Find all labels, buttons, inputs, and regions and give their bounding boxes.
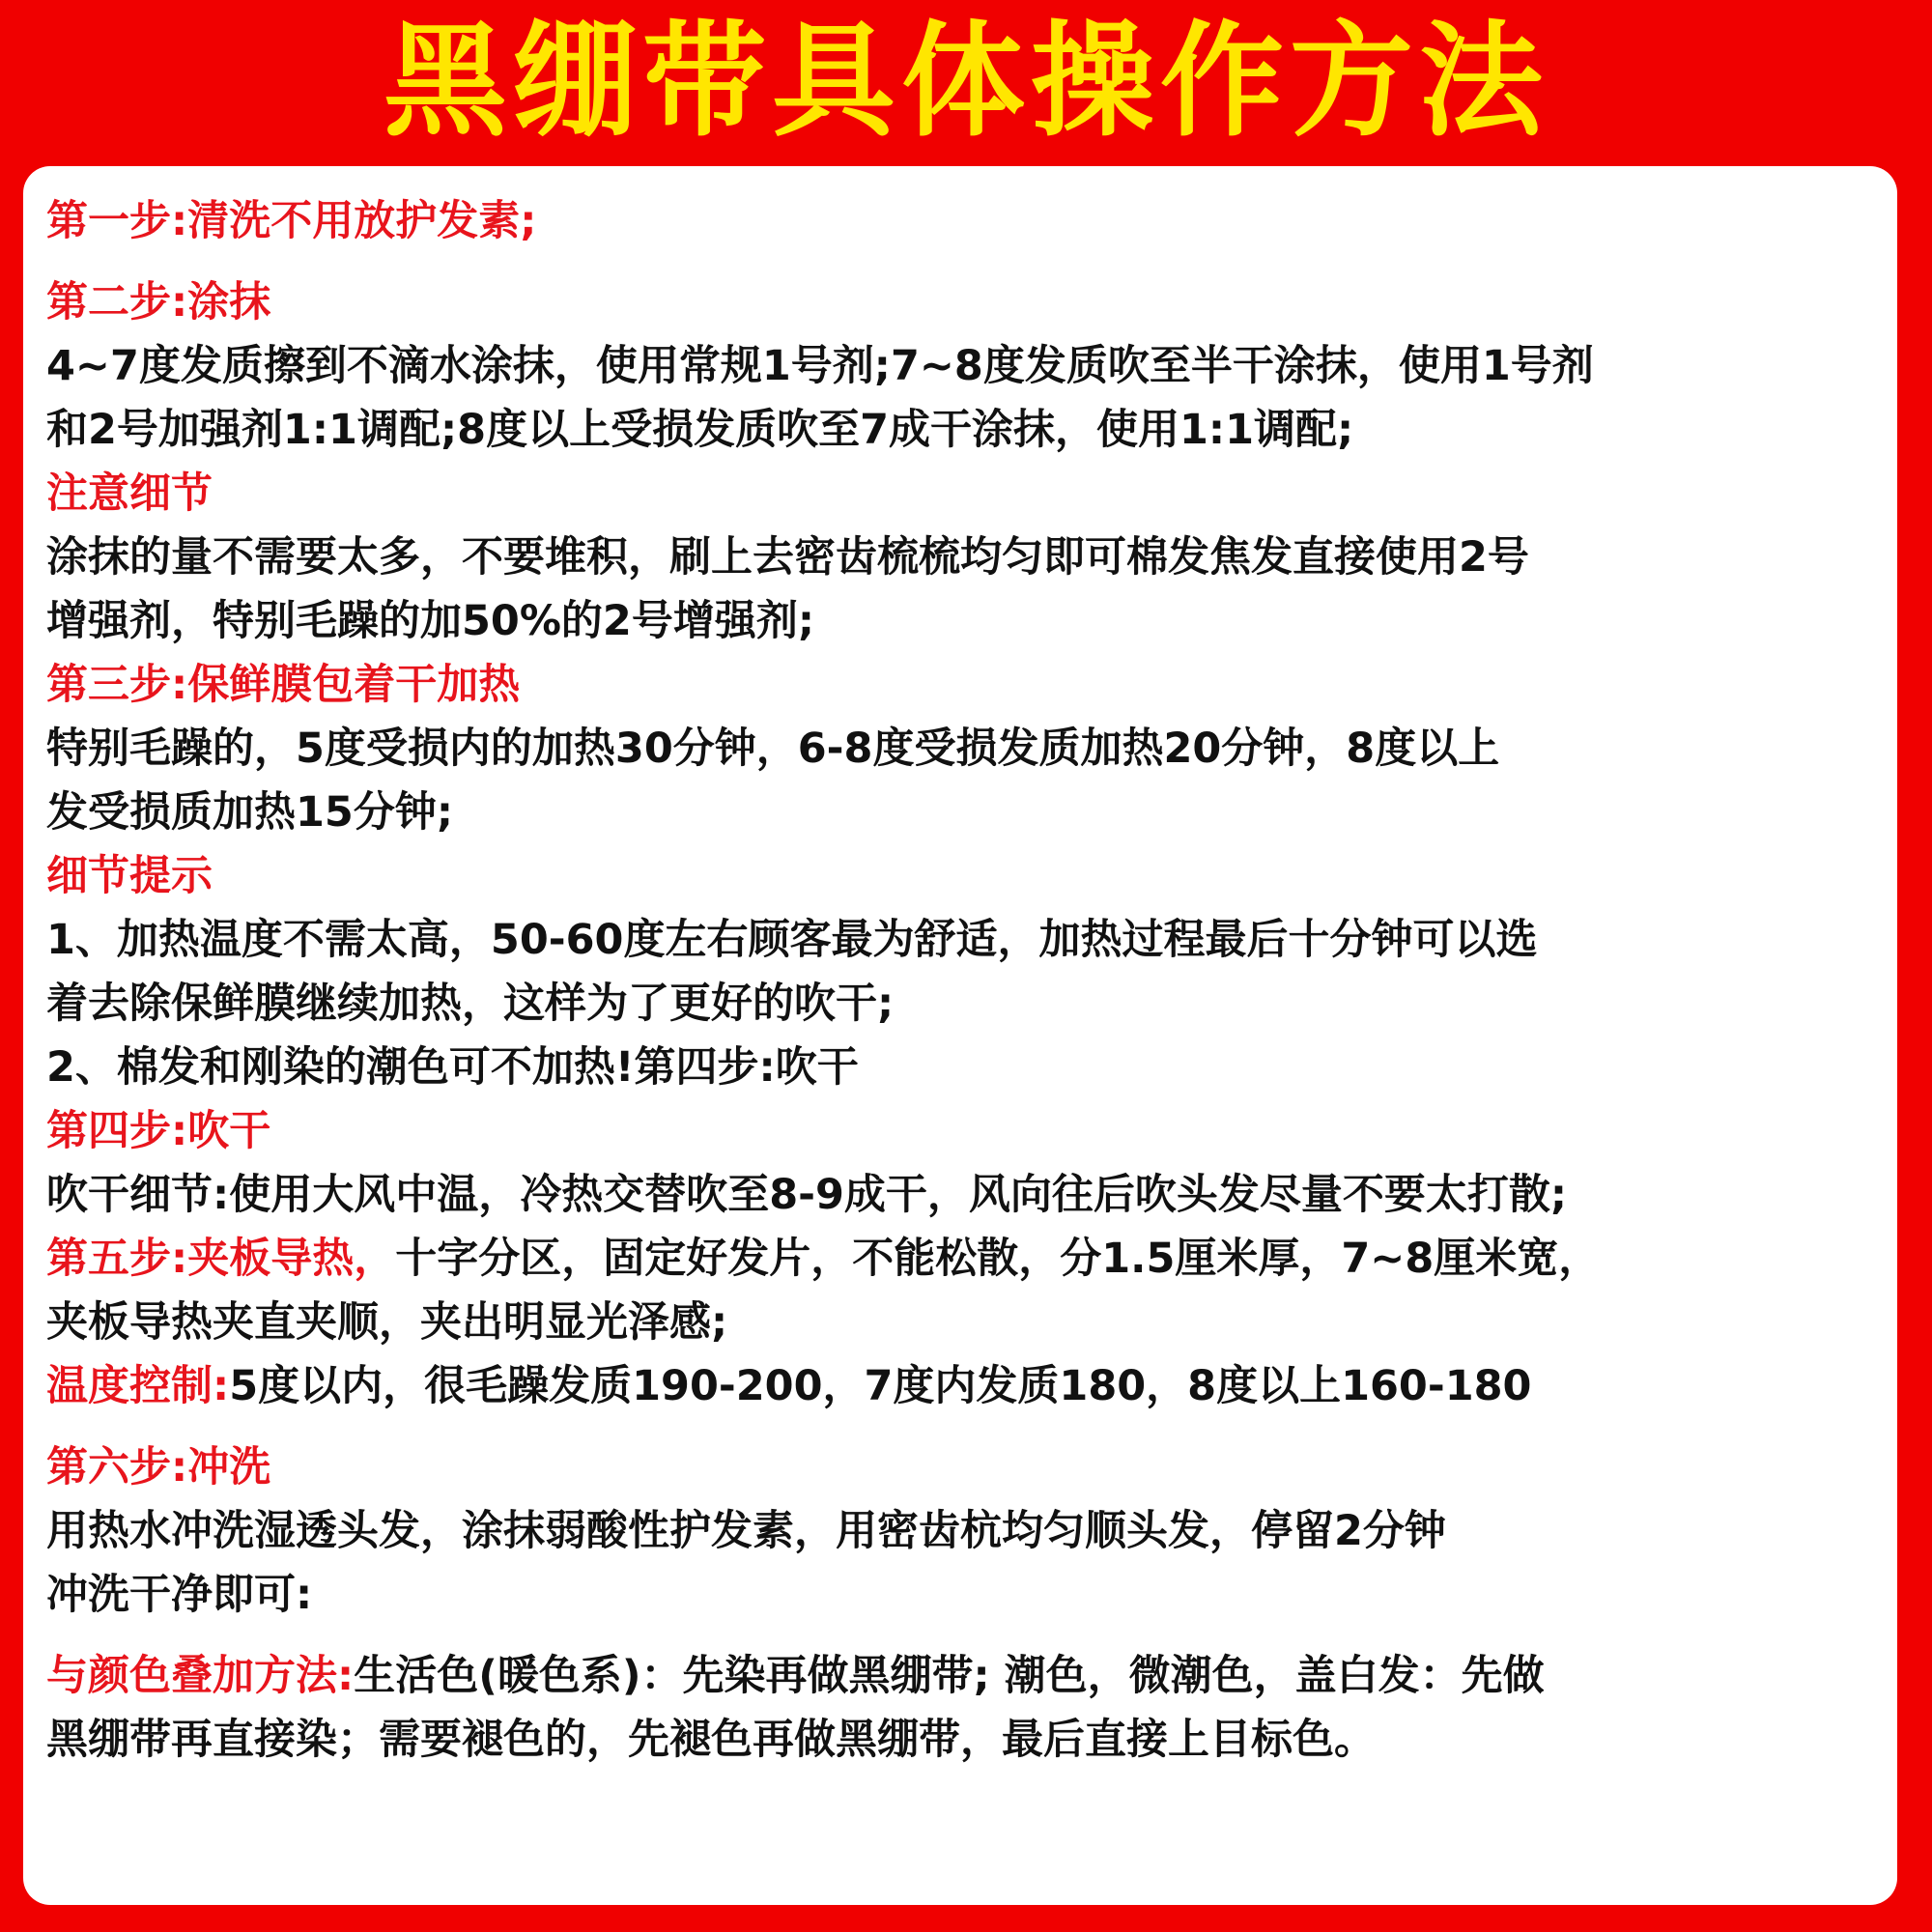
color-line: 黑绷带再直接染；需要褪色的，先褪色再做黑绷带，最后直接上目标色。 [46, 1716, 1376, 1764]
temp-text: 5度以内，很毛躁发质190-200，7度内发质180，8度以上160-180 [229, 1362, 1532, 1410]
step2-line: 和2号加强剂1:1调配;8度以上受损发质吹至7成干涂抹，使用1:1调配; [46, 406, 1354, 454]
instructions-content [46, 189, 1882, 1772]
color-line [46, 1644, 1882, 1708]
tips-line: 1、加热温度不需太高，50-60度左右顾客最为舒适，加热过程最后十分钟可以选 [46, 916, 1538, 964]
step2-line: 4~7度发质擦到不滴水涂抹，使用常规1号剂;7~8度发质吹至半干涂抹，使用1号剂 [46, 342, 1594, 390]
step3-heading: 第三步:保鲜膜包着干加热 [46, 661, 521, 709]
step5-line [46, 1227, 1882, 1291]
color-heading: 与颜色叠加方法: [46, 1652, 355, 1700]
note-line: 增强剂，特别毛躁的加50%的2号增强剂; [46, 597, 815, 645]
step6-heading: 第六步:冲洗 [46, 1443, 271, 1492]
tips-line: 着去除保鲜膜继续加热，这样为了更好的吹干; [46, 980, 895, 1028]
step1-heading: 第一步:清洗不用放护发素; [46, 197, 537, 245]
page-title: 黑绷带具体操作方法 [383, 10, 1548, 154]
step3-line: 发受损质加热15分钟; [46, 788, 454, 837]
tips-line: 2、棉发和刚染的潮色可不加热!第四步:吹干 [46, 1043, 859, 1092]
instructions-panel [23, 166, 1897, 1905]
step6-line: 用热水冲洗湿透头发，涂抹弱酸性护发素，用密齿杭均匀顺头发，停留2分钟 [46, 1507, 1446, 1555]
temp-line [46, 1354, 1882, 1418]
step4-heading: 第四步:吹干 [46, 1107, 271, 1155]
step5-text: 十字分区，固定好发片，不能松散，分1.5厘米厚，7~8厘米宽， [395, 1235, 1601, 1283]
step6-line: 冲洗干净即可: [46, 1571, 313, 1619]
step2-heading: 第二步:涂抹 [46, 278, 271, 327]
note-line: 涂抹的量不需要太多，不要堆积，刷上去密齿梳梳均匀即可棉发焦发直接使用2号 [46, 533, 1529, 582]
step3-line: 特别毛躁的，5度受损内的加热30分钟，6-8度受损发质加热20分钟，8度以上 [46, 724, 1500, 773]
color-text: 生活色(暖色系)：先染再做黑绷带; 潮色，微潮色，盖白发：先做 [354, 1652, 1545, 1700]
temp-heading: 温度控制: [46, 1362, 230, 1410]
step4-line: 吹干细节:使用大风中温，冷热交替吹至8-9成干，风向往后吹头发尽量不要太打散; [46, 1171, 1568, 1219]
step5-line: 夹板导热夹直夹顺，夹出明显光泽感; [46, 1298, 728, 1347]
tips-heading: 细节提示 [46, 852, 213, 900]
note-heading: 注意细节 [46, 469, 213, 518]
step5-heading: 第五步:夹板导热， [46, 1235, 396, 1283]
